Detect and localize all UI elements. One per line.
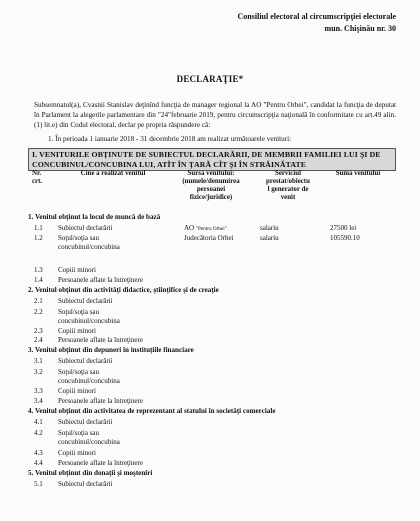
row-amount: 105590.10 — [330, 234, 360, 242]
row-nr: 1.2 — [34, 234, 43, 242]
row-who: Copiii minori — [58, 266, 96, 274]
row-who: Subiectul declarării — [58, 480, 113, 488]
header-council: Consiliul electoral al circumscripţiei electorale — [237, 12, 396, 21]
row-source-org: "Pentru Orhei" — [195, 226, 227, 232]
row-nr: 2.3 — [34, 327, 43, 335]
header-city: mun. Chişinău nr. 30 — [324, 24, 396, 33]
section-banner-text: I. VENITURILE OBŢINUTE DE SUBIECTUL DECLARĂRII, DE MEMBRII FAMILIEI LUI ŞI DE CONCUBINUL/CONCUBINA LUI, ATÎT ÎN ŢARĂ CÎT ŞI ÎN STRĂINĂTATE — [32, 150, 381, 169]
row-nr: 3.3 — [34, 387, 43, 395]
col-header-amount: Suma venitului — [335, 170, 381, 177]
row-nr: 3.4 — [34, 397, 43, 405]
row-who: Copiii minori — [58, 449, 96, 457]
row-nr: 4.2 — [34, 429, 43, 437]
section-title: 4. Venitul obţinut din activitatea de reprezentant al statului în societăţi comerciale — [28, 407, 276, 415]
row-who: Copiii minori — [58, 387, 96, 395]
row-source: Judecătoria Orhei — [184, 234, 234, 242]
row-nr: 1.3 — [34, 266, 43, 274]
section-title: 3. Venitul obţinut din depuneri în instituţiile financiare — [28, 346, 194, 354]
row-who: Subiectul declarării — [58, 297, 113, 305]
row-nr: 4.1 — [34, 418, 43, 426]
row-who: Persoanele aflate la întreţinere — [58, 459, 143, 467]
row-who: Soţul/soţia sau — [58, 234, 100, 242]
row-source-prefix: AO — [184, 224, 196, 232]
row-who: Soţul/soţia sau — [58, 429, 100, 437]
row-nr: 4.4 — [34, 459, 43, 467]
row-nr: 4.3 — [34, 449, 43, 457]
intro-paragraph: Subsemnatul(a), Cvasnii Stanislav deţinînd funcţia de manager regional la AO "Pentru Orhei", candidat la funcţia de deputat în Parlament la alegerile parlamentare din "24"februarie 2019, pentru circumscripţia naţională în conformitate cu art.49 alin.(1) lit.e) din Codul electoral, declar pe propria răspundere că: — [34, 101, 396, 129]
col-header-who: Cine a realizat venitul — [80, 170, 146, 177]
row-nr: 1.4 — [34, 276, 43, 284]
row-nr: 1.1 — [34, 224, 43, 232]
col-header-source: Sursa venitului: (numele/denumirea persoanei fizice/juridice) — [182, 170, 240, 201]
row-who-line2: concubinul/concubina — [58, 317, 120, 325]
row-who: Soţul/soţia sau — [58, 368, 100, 376]
row-who: Copiii minori — [58, 327, 96, 335]
row-who: Persoanele aflate la întreţinere — [58, 336, 143, 344]
row-who-line2: concubinul/concubina — [58, 243, 120, 251]
row-nr: 3.1 — [34, 357, 43, 365]
section-title: 1. Venitul obţinut la locul de muncă de bază — [28, 213, 161, 221]
row-who: Subiectul declarării — [58, 418, 113, 426]
row-who-line2: concubinul/concubina — [58, 438, 120, 446]
row-nr: 5.1 — [34, 480, 43, 488]
section-title: 2. Venitul obţinut din activităţi didactice, ştiinţifice şi de creaţie — [28, 286, 219, 294]
row-nr: 2.2 — [34, 308, 43, 316]
row-nr: 2.4 — [34, 336, 43, 344]
row-who: Soţul/soţia sau — [58, 308, 100, 316]
row-service: salariu — [260, 224, 279, 232]
row-who-line2: concubinul/concubina — [58, 377, 120, 385]
row-source — [184, 224, 227, 233]
col-header-nr: Nr. crt. — [32, 170, 43, 185]
section-banner — [28, 148, 396, 171]
income-period-statement: 1. În perioada 1 ianuarie 2018 - 31 decembrie 2018 am realizat următoarele venituri: — [48, 135, 292, 143]
row-who: Subiectul declarării — [58, 357, 113, 365]
section-title: 5. Venitul obţinut din donaţii şi moşteniri — [28, 469, 153, 477]
row-nr: 3.2 — [34, 368, 43, 376]
row-who: Persoanele aflate la întreţinere — [58, 397, 143, 405]
col-header-service: Serviciul prestat/obiectu l generator de venit — [266, 170, 310, 201]
row-who: Persoanele aflate la întreţinere — [58, 276, 143, 284]
page-title: DECLARAŢIE* — [176, 74, 244, 84]
row-who: Subiectul declarării — [58, 224, 113, 232]
row-amount: 27500 lei — [330, 224, 357, 232]
row-nr: 2.1 — [34, 297, 43, 305]
row-service: salariu — [260, 234, 279, 242]
